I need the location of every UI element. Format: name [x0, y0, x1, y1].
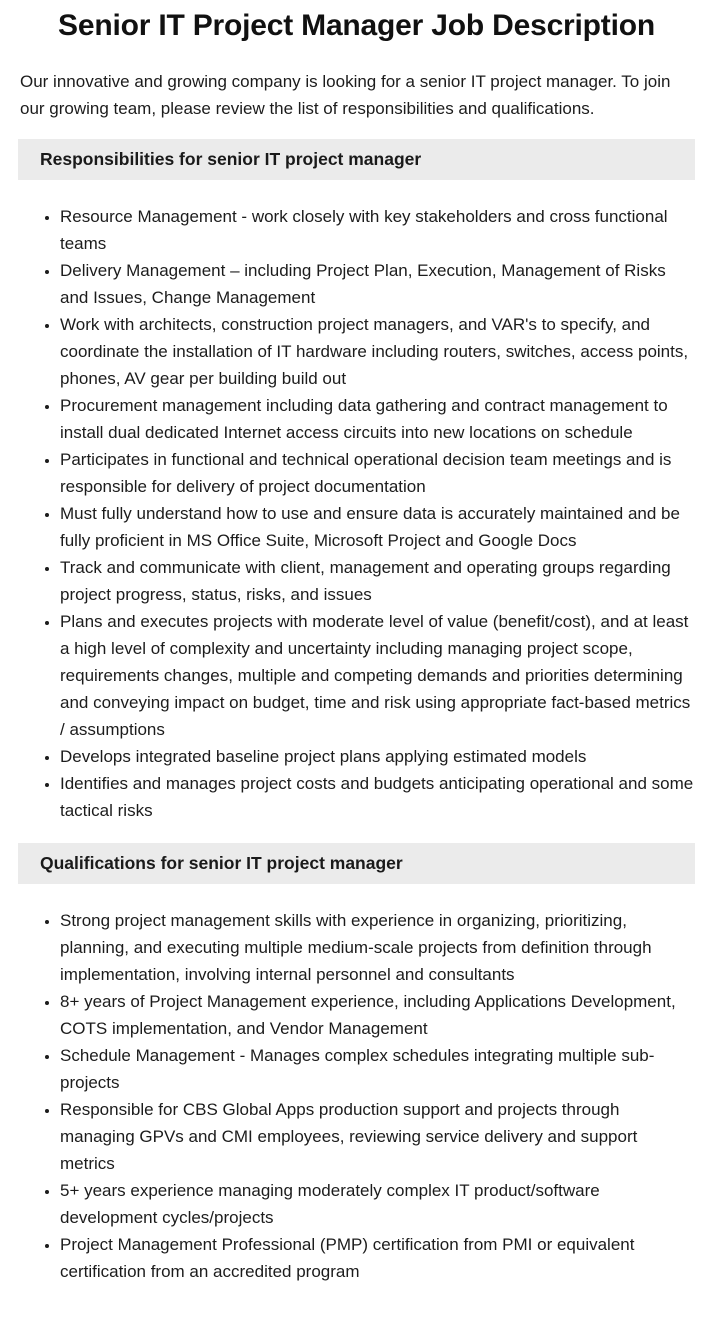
qualifications-list [18, 907, 695, 1285]
intro-paragraph: Our innovative and growing company is looking for a senior IT project manager. To join our growing team, please review the list of responsibilities and qualifications. [20, 72, 671, 118]
qualifications-section [18, 843, 695, 1285]
list-item: • Project Management Professional (PMP) certification from PMI or equivalent certification from an accredited program [60, 1231, 695, 1285]
list-item: • Work with architects, construction project managers, and VAR's to specify, and coordinate the installation of IT hardware including routers, switches, access points, phones, AV gear per building build out [60, 311, 695, 392]
list-item: • 5+ years experience managing moderately complex IT product/software development cycles/projects [60, 1177, 695, 1231]
responsibilities-section [18, 139, 695, 824]
list-item: • Participates in functional and technical operational decision team meetings and is responsible for delivery of project documentation [60, 446, 695, 500]
list-item: • Procurement management including data gathering and contract management to install dual dedicated Internet access circuits into new locations on schedule [60, 392, 695, 446]
list-item: • Identifies and manages project costs and budgets anticipating operational and some tactical risks [60, 770, 695, 824]
list-item: • Resource Management - work closely with key stakeholders and cross functional teams [60, 203, 695, 257]
responsibilities-list [18, 203, 695, 824]
qualifications-heading: Qualifications for senior IT project manager [18, 843, 695, 884]
list-item: • Responsible for CBS Global Apps production support and projects through managing GPVs and CMI employees, reviewing service delivery and support metrics [60, 1096, 695, 1177]
list-item: • Plans and executes projects with moderate level of value (benefit/cost), and at least a high level of complexity and uncertainty including managing project scope, requirements changes, multiple and competing demands and priorities determining and conveying impact on budget, time and risk using appropriate fact-based metrics / assumptions [60, 608, 695, 743]
list-item: • 8+ years of Project Management experience, including Applications Development, COTS implementation, and Vendor Management [60, 988, 695, 1042]
page-title: Senior IT Project Manager Job Description [58, 9, 655, 42]
list-item: • Schedule Management - Manages complex schedules integrating multiple sub-projects [60, 1042, 695, 1096]
list-item: • Strong project management skills with experience in organizing, prioritizing, planning, and executing multiple medium-scale projects from definition through implementation, involving internal personnel and consultants [60, 907, 695, 988]
list-item: • Develops integrated baseline project plans applying estimated models [60, 743, 695, 770]
list-item: • Track and communicate with client, management and operating groups regarding project progress, status, risks, and issues [60, 554, 695, 608]
responsibilities-heading: Responsibilities for senior IT project manager [18, 139, 695, 180]
list-item: • Delivery Management – including Project Plan, Execution, Management of Risks and Issues, Change Management [60, 257, 695, 311]
list-item: • Must fully understand how to use and ensure data is accurately maintained and be fully proficient in MS Office Suite, Microsoft Project and Google Docs [60, 500, 695, 554]
